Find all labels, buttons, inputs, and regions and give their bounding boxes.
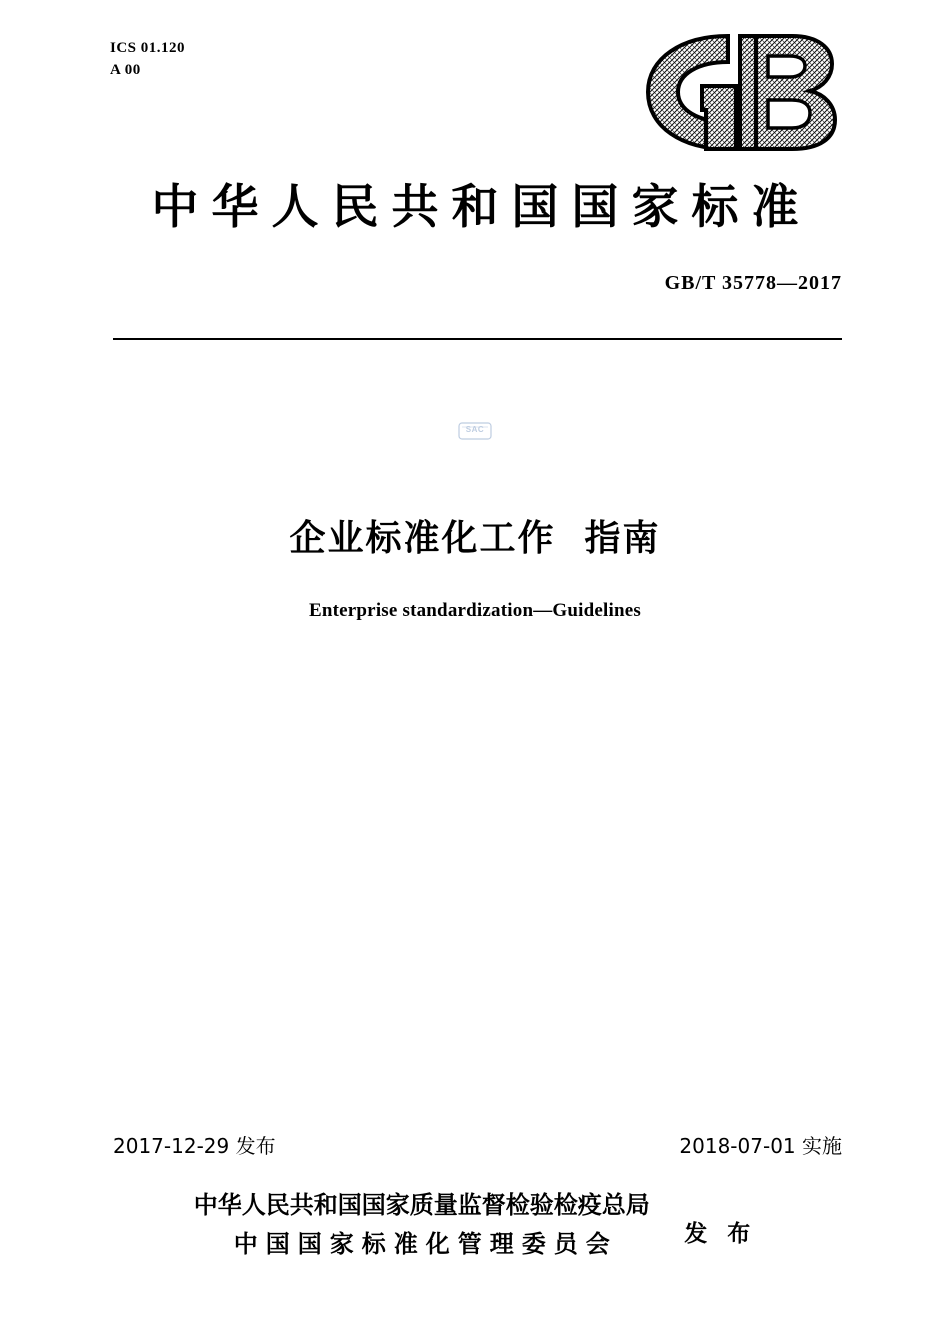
classification-code: A 00 <box>110 61 141 78</box>
issue-date: 2017-12-29 发布 <box>113 1134 276 1158</box>
document-title-chinese: 企业标准化工作 指南 <box>289 518 661 559</box>
ics-code-block <box>110 38 185 82</box>
issuer-publish-label: 发 布 <box>684 1220 757 1247</box>
issuer-line-1: 中华人民共和国国家质量监督检验检疫总局 <box>193 1191 650 1219</box>
issuer-names <box>194 1185 650 1259</box>
ics-code: ICS 01.120 <box>110 40 186 56</box>
standard-number: GB/T 35778—2017 <box>664 272 842 294</box>
issuer-line-2: 中国国家标准化管理委员会 <box>233 1230 618 1258</box>
national-standard-title: 中华人民共和国国家标准 <box>151 180 812 235</box>
sac-watermark-label: SAC <box>465 425 485 434</box>
issuer-block <box>0 1185 950 1259</box>
gb-logo-icon <box>632 30 842 155</box>
document-title-english: Enterprise standardization—Guidelines <box>308 600 641 621</box>
implementation-date: 2018-07-01 实施 <box>679 1134 842 1158</box>
header-divider <box>113 338 842 340</box>
sac-watermark-icon <box>458 418 492 448</box>
